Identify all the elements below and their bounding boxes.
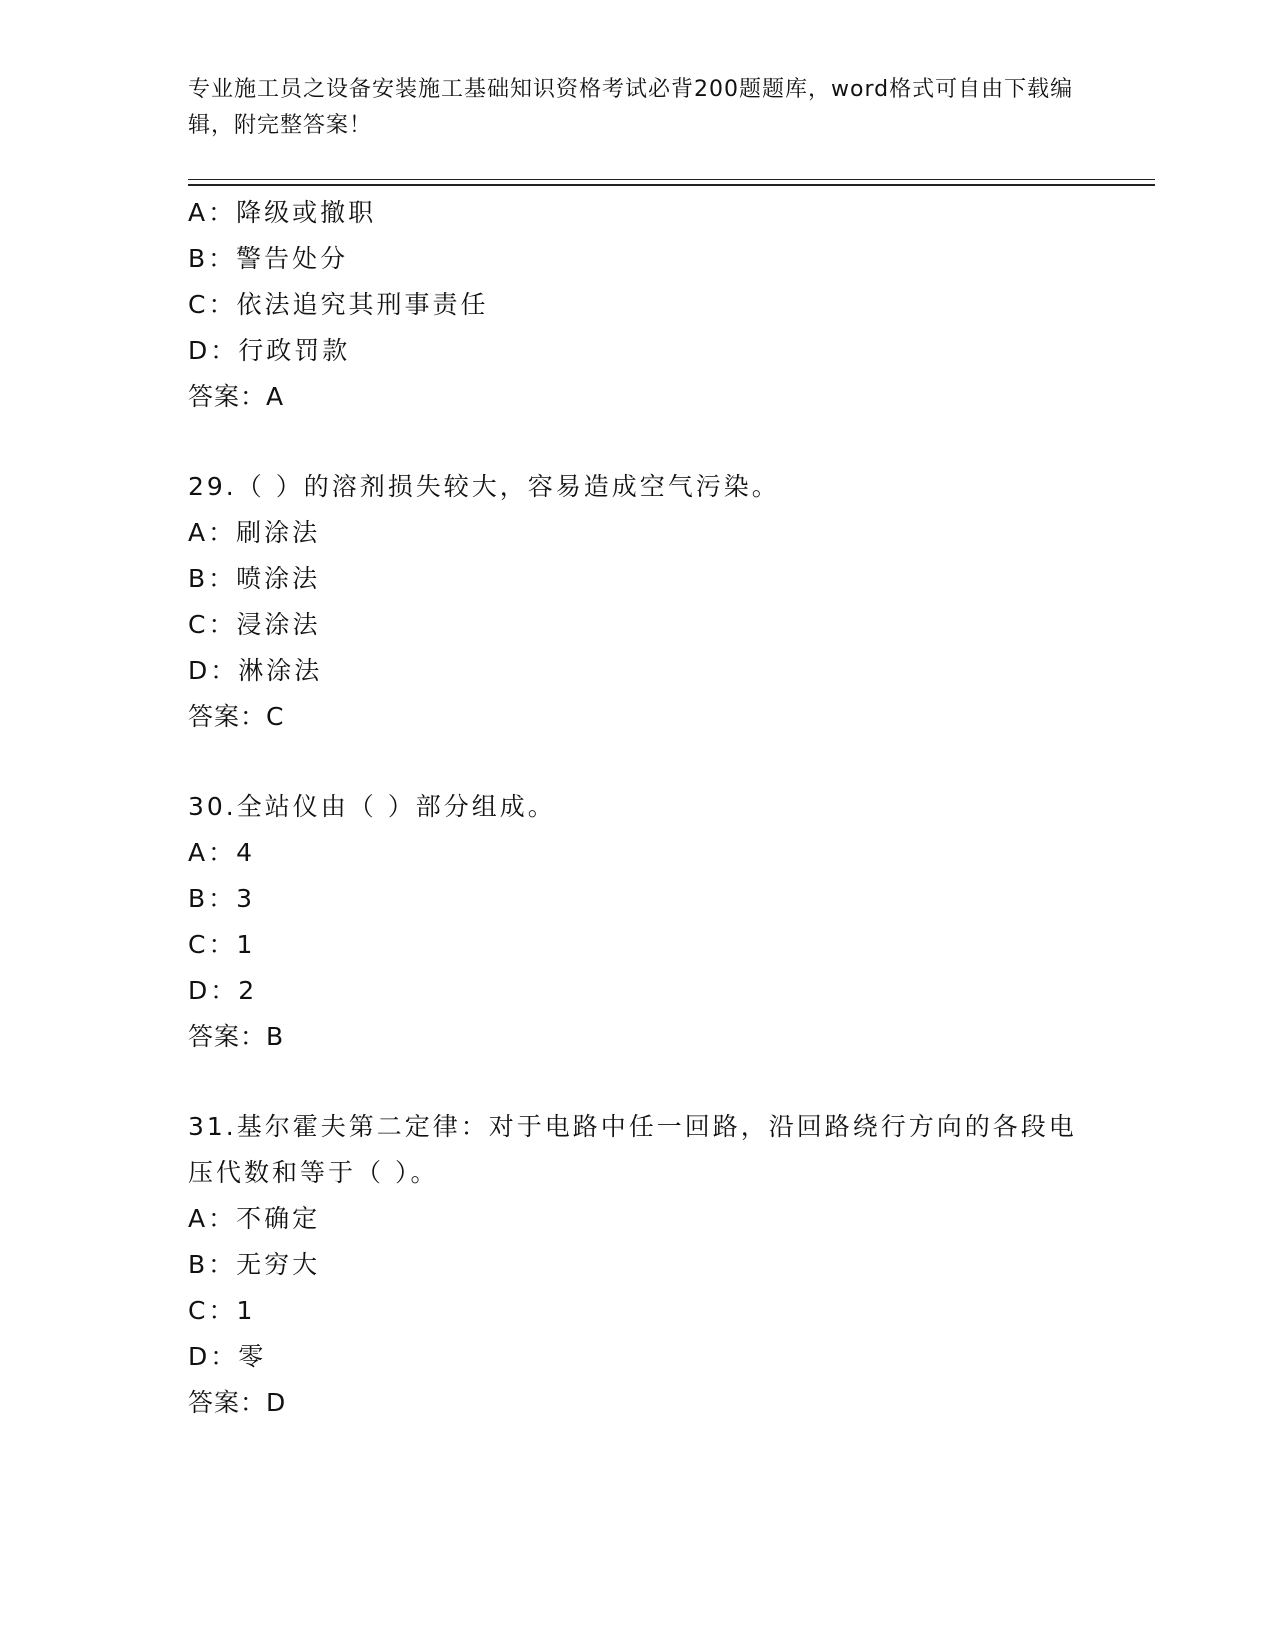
option-b: B：3 — [188, 884, 256, 913]
question-block-28 — [188, 190, 1118, 420]
answer-label: 答案：C — [188, 702, 285, 731]
option-c: C：1 — [188, 930, 256, 959]
spacer — [188, 1060, 1118, 1104]
header-divider-thin — [188, 179, 1155, 180]
question-stem: 30.全站仪由（ ）部分组成。 — [188, 792, 556, 821]
question-block-31 — [188, 1104, 1118, 1426]
question-stem: 29.（ ）的溶剂损失较大，容易造成空气污染。 — [188, 472, 780, 501]
option-a: A：不确定 — [188, 1204, 321, 1233]
header-divider-thick — [188, 184, 1155, 186]
option-b: B：喷涂法 — [188, 564, 321, 593]
question-block-29 — [188, 464, 1118, 740]
option-c: C：1 — [188, 1296, 256, 1325]
option-b: B：无穷大 — [188, 1250, 321, 1279]
spacer — [188, 740, 1118, 784]
option-d: D：2 — [188, 976, 258, 1005]
answer-label: 答案：B — [188, 1022, 285, 1051]
spacer — [188, 420, 1118, 464]
option-c: C：浸涂法 — [188, 610, 321, 639]
option-d: D：淋涂法 — [188, 656, 323, 685]
option-d: D：零 — [188, 1342, 267, 1371]
option-c: C：依法追究其刑事责任 — [188, 290, 489, 319]
option-a: A：降级或撤职 — [188, 198, 377, 227]
option-b: B：警告处分 — [188, 244, 349, 273]
question-stem: 31.基尔霍夫第二定律：对于电路中任一回路，沿回路绕行方向的各段电压代数和等于（ ）。 — [188, 1112, 1077, 1187]
option-d: D：行政罚款 — [188, 336, 351, 365]
answer-label: 答案：D — [188, 1388, 287, 1417]
option-a: A：刷涂法 — [188, 518, 321, 547]
option-a: A：4 — [188, 838, 256, 867]
question-block-30 — [188, 784, 1118, 1060]
answer-label: 答案：A — [188, 382, 285, 411]
question-list — [188, 190, 1118, 1426]
document-header: 专业施工员之设备安装施工基础知识资格考试必背200题题库，word格式可自由下载编辑，附完整答案！ — [188, 77, 1074, 138]
